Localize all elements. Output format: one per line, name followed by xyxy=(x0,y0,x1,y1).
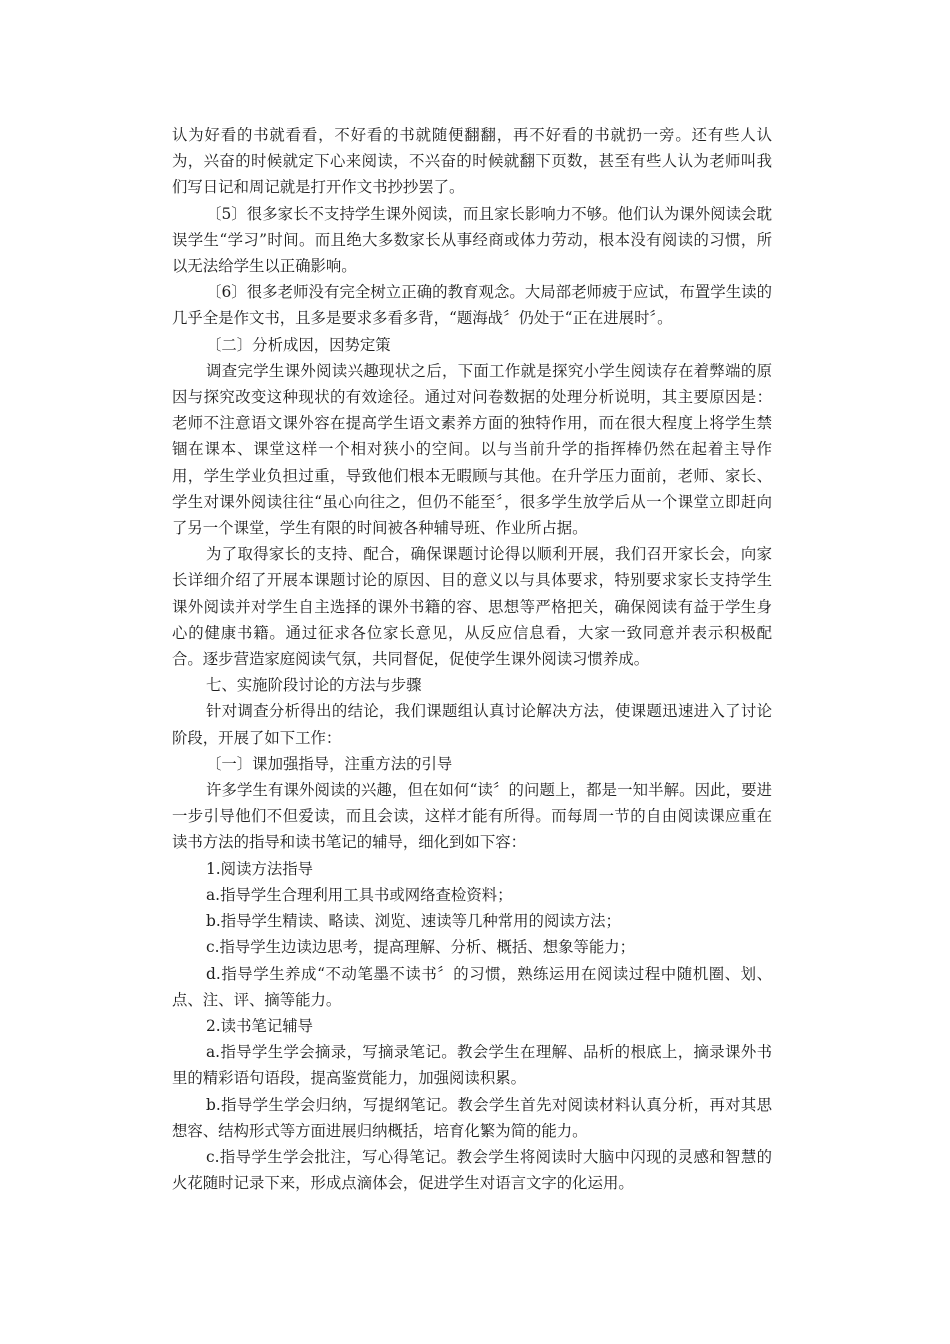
notes-item-c: c.指导学生学会批注，写心得笔记。教会学生将阅读时大脑中闪现的灵感和智慧的火花随时记录下来，形成点滴体会，促进学生对语言文字的化运用。 xyxy=(172,1147,772,1193)
paragraph-8: 针对调查分析得出的结论，我们课题组认真讨论解决方法，使课题迅速进入了讨论阶段，开展了如下工作： xyxy=(172,702,772,747)
list-item-d: d.指导学生养成“不动笔墨不读书〞的习惯，熟练运用在阅读过程中随机圈、划、点、注、评、摘等能力。 xyxy=(172,964,772,1009)
paragraph-5: 调查完学生课外阅读兴趣现状之后，下面工作就是探究小学生阅读存在着弊端的原因与探究改变这种现状的有效途径。通过对问卷数据的处理分析说明，其主要原因是：老师不注意语文课外容在提高学生语文素养方面的独特作用，而在很大程度上将学生禁锢在课本、课堂这样一个相对狭小的空间。以与当前升学的指挥棒仍然在起着主导作用，学生学业负担过重，导致他们根本无暇顾与其他。在升学压力面前，老师、家长、学生对课外阅读往往“虽心向往之，但仍不能至〞，很多学生放学后从一个课堂立即赶向了另一个课堂，学生有限的时间被各种辅导班、作业所占据。 xyxy=(172,361,772,538)
notes-item-b: b.指导学生学会归纳，写提纲笔记。教会学生首先对阅读材料认真分析，再对其思想容、结构形式等方面进展归纳概括，培育化繁为简的能力。 xyxy=(172,1095,772,1140)
paragraph-10: 许多学生有课外阅读的兴趣，但在如何“读〞的问题上，都是一知半解。因此，要进一步引导他们不但爱读，而且会读，这样才能有所得。而每周一节的自由阅读课应重在读书方法的指导和读书笔记的辅导，细化到如下容： xyxy=(172,781,772,852)
subheading-reading-method: 1.阅读方法指导 xyxy=(206,859,314,878)
section-heading-analysis: 〔二〕分析成因，因势定策 xyxy=(206,335,391,354)
paragraph-2: 〔5〕很多家长不支持学生课外阅读，而且家长影响力不够。他们认为课外阅读会耽误学生“学习”时间。而且绝大多数家长从事经商或体力劳动，根本没有阅读的习惯，所以无法给学生以正确影响。 xyxy=(172,204,772,276)
paragraph-6: 为了取得家长的支持、配合，确保课题讨论得以顺利开展，我们召开家长会，向家长详细介绍了开展本课题讨论的原因、目的意义以与具体要求，特别要求家长支持学生课外阅读并对学生自主选择的课外书籍的容、思想等严格把关，确保阅读有益于学生身心的健康书籍。通过征求各位家长意见，从反应信息看，大家一致同意并表示积极配合。逐步营造家庭阅读气氛，共同督促，促使学生课外阅读习惯养成。 xyxy=(172,545,772,669)
notes-item-a: a.指导学生学会摘录，写摘录笔记。教会学生在理解、品析的根底上，摘录课外书里的精彩语句语段，提高鉴赏能力，加强阅读积累。 xyxy=(172,1043,772,1088)
list-item-b: b.指导学生精读、略读、浏览、速读等几种常用的阅读方法； xyxy=(206,912,621,931)
section-heading-implementation: 七、实施阶段讨论的方法与步骤 xyxy=(206,676,422,695)
paragraph-3: 〔6〕很多老师没有完全树立正确的教育观念。大局部老师疲于应试，布置学生读的几乎全是作文书，且多是要求多看多背，“题海战〞仍处于“正在进展时〞。 xyxy=(172,283,772,328)
subheading-reading-notes: 2.读书笔记辅导 xyxy=(206,1016,314,1035)
paragraph-1: 认为好看的书就看看，不好看的书就随便翻翻，再不好看的书就扔一旁。还有些人认为，兴奋的时候就定下心来阅读，不兴奋的时候就翻下页数，甚至有些人认为老师叫我们写日记和周记就是打开作文书抄抄罢了。 xyxy=(172,126,772,197)
document-page xyxy=(172,122,772,1196)
list-item-c: c.指导学生边读边思考，提高理解、分析、概括、想象等能力； xyxy=(206,938,636,957)
list-item-a: a.指导学生合理利用工具书或网络查检资料； xyxy=(206,885,513,904)
section-heading-guidance: 〔一〕课加强指导，注重方法的引导 xyxy=(206,754,453,773)
